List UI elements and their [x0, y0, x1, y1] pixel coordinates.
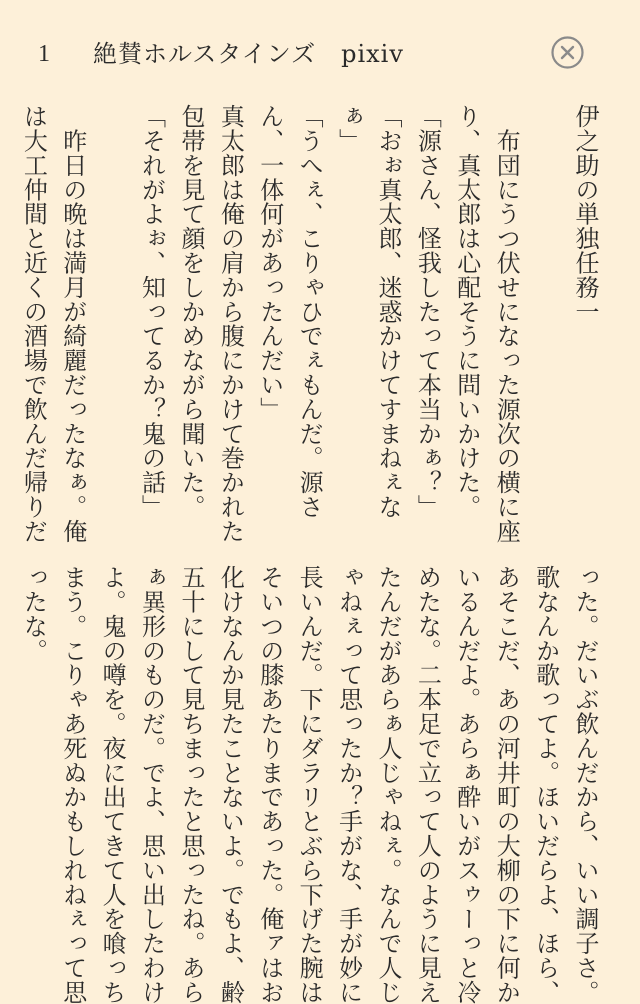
text-line [92, 104, 131, 504]
book-title: 絶賛ホルスタインズ pixiv [93, 40, 404, 68]
text-line: 布団にうつ伏せになった源次の横に座 [492, 104, 521, 544]
text-line: 伊之助の単独任務一 [571, 104, 599, 324]
text-line: 真太郎は俺の肩から腹にかけて巻かれた [216, 104, 245, 544]
text-line: は大工仲間と近くの酒場で飲んだ帰りだ [19, 104, 48, 544]
text-line: いるんだよ。あらぁ酔いがスゥーっと冷 [452, 565, 481, 1004]
text-line: り、真太郎は心配そうに問いかけた。 [452, 104, 481, 519]
text-line: まう。こりゃあ死ぬかもしれねぇって思 [58, 565, 87, 1004]
text-line: ゃねぇって思ったか？手がな、手が妙に [334, 565, 363, 1004]
close-button[interactable] [551, 36, 584, 69]
text-block-lower [19, 565, 604, 1004]
text-line: めたな。二本足で立って人のように見え [413, 565, 442, 1004]
text-line: よ。鬼の噂を。夜に出てきて人を喰っち [98, 565, 127, 1004]
text-line: 長いんだ。下にダラリとぶら下げた腕は [295, 565, 324, 1004]
text-line: 歌なんか歌ってよ。ほいだらよ、ほら、 [531, 565, 560, 1004]
text-line: ん、一体何があったんだい」 [255, 104, 284, 422]
close-circle-icon [551, 36, 584, 69]
page-number: 1 [38, 41, 50, 67]
text-line: あそこだ、あの河井町の大柳の下に何か [492, 565, 521, 1004]
text-line: 昨日の晩は満月が綺麗だったなぁ。俺 [58, 104, 87, 544]
text-line: ったな。 [19, 565, 48, 663]
text-line: 「源さん、怪我したって本当かぁ？」 [413, 104, 442, 519]
text-line: 「おぉ真太郎、迷惑かけてすまねぇな [373, 104, 402, 519]
text-line [525, 104, 564, 504]
text-line: 「それがよぉ、知ってるか？鬼の話」 [137, 104, 166, 519]
text-block-upper [19, 104, 604, 544]
text-line: 包帯を見て顔をしかめながら聞いた。 [176, 104, 205, 519]
reader-header [0, 0, 640, 100]
text-line: ぁ異形のものだ。でよ、思い出したわけ [137, 565, 166, 1004]
text-line: 五十にして見ちまったと思ったね。あら [176, 565, 205, 1004]
text-line: そいつの膝あたりまであった。俺ァはお [255, 565, 284, 1004]
text-line: たんだがあらぁ人じゃねぇ。なんで人じ [373, 565, 402, 1004]
text-line: 「うへぇ、こりゃひでぇもんだ。源さ [295, 104, 324, 519]
text-line: った。だいぶ飲んだから、いい調子さ。 [571, 565, 599, 1004]
text-line: 化けなんか見たことないよ。でもよ、齢 [216, 565, 245, 1004]
text-line: ぁ」 [334, 104, 363, 153]
